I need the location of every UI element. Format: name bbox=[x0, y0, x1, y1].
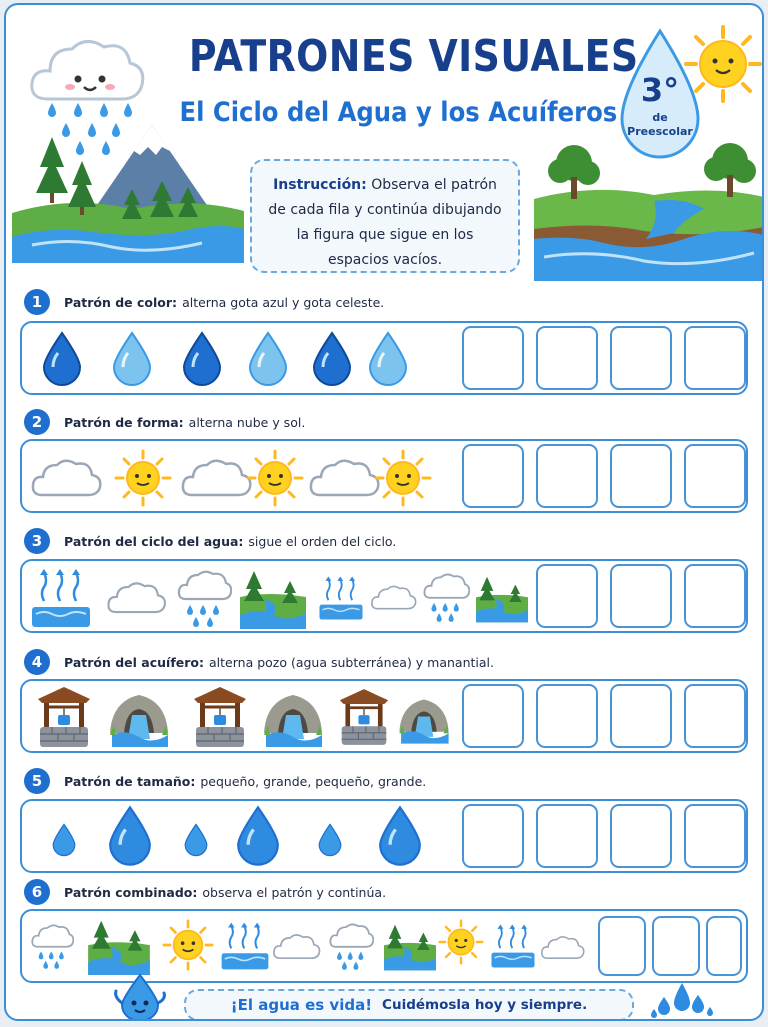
empty-answer-slot[interactable] bbox=[462, 684, 524, 748]
row-title: Patrón del ciclo del agua: bbox=[64, 533, 244, 549]
sun-icon bbox=[246, 449, 304, 507]
empty-answer-slot[interactable] bbox=[536, 804, 598, 868]
empty-answer-slot[interactable] bbox=[536, 684, 598, 748]
empty-answer-slot[interactable] bbox=[684, 444, 746, 508]
empty-answer-slot[interactable] bbox=[652, 916, 700, 976]
empty-answer-slot[interactable] bbox=[684, 564, 746, 628]
empty-answer-slot[interactable] bbox=[462, 444, 524, 508]
empty-answer-slot[interactable] bbox=[610, 564, 672, 628]
sun-icon bbox=[162, 919, 214, 971]
sun-icon bbox=[374, 449, 432, 507]
grade-de-label: de bbox=[652, 111, 668, 124]
empty-answer-slot[interactable] bbox=[684, 684, 746, 748]
row-number-badge: 1 bbox=[24, 289, 50, 315]
large-drop-icon bbox=[236, 805, 280, 867]
cloud-icon bbox=[540, 931, 586, 963]
large-drop-icon bbox=[108, 805, 152, 867]
sun-icon bbox=[684, 25, 762, 103]
row-number-badge: 4 bbox=[24, 649, 50, 675]
page-subtitle: El Ciclo del Agua y los Acuíferos bbox=[179, 97, 618, 128]
row-number-badge: 2 bbox=[24, 409, 50, 435]
rain-cloud-icon bbox=[422, 567, 470, 627]
cloud-icon bbox=[370, 579, 418, 615]
well-icon bbox=[338, 685, 390, 749]
row-2-header bbox=[24, 407, 305, 437]
small-drop-icon bbox=[184, 823, 208, 857]
empty-answer-slot[interactable] bbox=[610, 684, 672, 748]
well-icon bbox=[192, 685, 248, 749]
rain-cloud-icon bbox=[328, 917, 374, 975]
sun-icon bbox=[438, 919, 484, 965]
row-description: pequeño, grande, pequeño, grande. bbox=[200, 773, 427, 789]
row-number-badge: 3 bbox=[24, 528, 50, 554]
small-drop-icon bbox=[318, 823, 342, 857]
row-3-header bbox=[24, 526, 396, 556]
row-number-badge: 6 bbox=[24, 879, 50, 905]
evaporation-icon bbox=[220, 919, 270, 973]
light-drop-icon bbox=[368, 331, 408, 387]
spring-icon bbox=[396, 693, 452, 745]
row-title: Patrón combinado: bbox=[64, 884, 198, 900]
large-drop-icon bbox=[378, 805, 422, 867]
row-title: Patrón de forma: bbox=[64, 414, 184, 430]
rain-cloud-icon bbox=[30, 917, 74, 975]
page-title: PATRONES VISUALES bbox=[188, 31, 639, 82]
row-description: alterna gota azul y gota celeste. bbox=[182, 294, 385, 310]
pattern-row-5 bbox=[20, 799, 748, 873]
instruction-text: Observa el patrón de cada fila y continúa dibujando la figura que sigue en los espacios vacíos. bbox=[268, 177, 502, 268]
empty-answer-slot[interactable] bbox=[610, 444, 672, 508]
water-drop-mascot-icon bbox=[112, 973, 168, 1021]
row-4-header bbox=[24, 647, 494, 677]
instruction-label: Instrucción: bbox=[273, 177, 367, 193]
river-landscape-image bbox=[534, 139, 764, 281]
rain-cloud-icon bbox=[176, 567, 232, 629]
empty-answer-slot[interactable] bbox=[536, 326, 598, 390]
dark-drop-icon bbox=[42, 331, 82, 387]
cloud-icon bbox=[308, 455, 382, 499]
well-icon bbox=[36, 685, 92, 749]
cloud-icon bbox=[272, 929, 322, 963]
light-drop-icon bbox=[112, 331, 152, 387]
pattern-row-3 bbox=[20, 559, 748, 633]
footer-text: Cuidémosla hoy y siempre. bbox=[382, 997, 588, 1013]
river-landscape-icon bbox=[240, 567, 306, 629]
small-drop-icon bbox=[52, 823, 76, 857]
empty-answer-slot[interactable] bbox=[610, 326, 672, 390]
cloud-icon bbox=[30, 455, 104, 499]
row-description: observa el patrón y continúa. bbox=[202, 884, 387, 900]
cloud-icon bbox=[180, 455, 254, 499]
spring-icon bbox=[260, 689, 326, 747]
empty-answer-slot[interactable] bbox=[536, 444, 598, 508]
river-landscape-icon bbox=[86, 917, 152, 975]
footer-slogan: ¡El agua es vida! bbox=[230, 996, 373, 1014]
water-splash-icon bbox=[646, 979, 716, 1019]
evaporation-icon bbox=[30, 567, 92, 629]
empty-answer-slot[interactable] bbox=[610, 804, 672, 868]
cloud-icon bbox=[106, 577, 168, 617]
worksheet bbox=[4, 3, 764, 1021]
row-5-header bbox=[24, 766, 426, 796]
dark-drop-icon bbox=[312, 331, 352, 387]
empty-answer-slot[interactable] bbox=[536, 564, 598, 628]
row-title: Patrón de tamaño: bbox=[64, 773, 196, 789]
empty-answer-slot[interactable] bbox=[462, 326, 524, 390]
mountain-landscape-image bbox=[12, 117, 244, 263]
row-1-header bbox=[24, 287, 384, 317]
evaporation-icon bbox=[490, 919, 536, 973]
light-drop-icon bbox=[248, 331, 288, 387]
empty-answer-slot[interactable] bbox=[684, 326, 746, 390]
row-description: alterna pozo (agua subterránea) y manantial. bbox=[209, 654, 494, 670]
empty-answer-slot[interactable] bbox=[684, 804, 746, 868]
row-title: Patrón del acuífero: bbox=[64, 654, 204, 670]
empty-answer-slot[interactable] bbox=[462, 804, 524, 868]
row-6-header bbox=[24, 877, 386, 907]
pattern-row-4 bbox=[20, 679, 748, 753]
evaporation-icon bbox=[318, 567, 364, 629]
instruction-box bbox=[250, 159, 520, 273]
grade-level-label: Preescolar bbox=[627, 125, 693, 138]
row-title: Patrón de color: bbox=[64, 294, 178, 310]
pattern-row-6 bbox=[20, 909, 748, 983]
river-landscape-icon bbox=[476, 567, 528, 629]
row-description: alterna nube y sol. bbox=[188, 414, 306, 430]
grade-number: 3° bbox=[640, 71, 680, 109]
row-description: sigue el orden del ciclo. bbox=[248, 533, 397, 549]
river-landscape-icon bbox=[384, 917, 436, 975]
empty-answer-slot[interactable] bbox=[706, 916, 742, 976]
spring-icon bbox=[106, 689, 172, 747]
pattern-row-1 bbox=[20, 321, 748, 395]
sun-icon bbox=[114, 449, 172, 507]
pattern-row-2 bbox=[20, 439, 748, 513]
row-number-badge: 5 bbox=[24, 768, 50, 794]
dark-drop-icon bbox=[182, 331, 222, 387]
footer-banner bbox=[184, 989, 634, 1021]
empty-answer-slot[interactable] bbox=[598, 916, 646, 976]
